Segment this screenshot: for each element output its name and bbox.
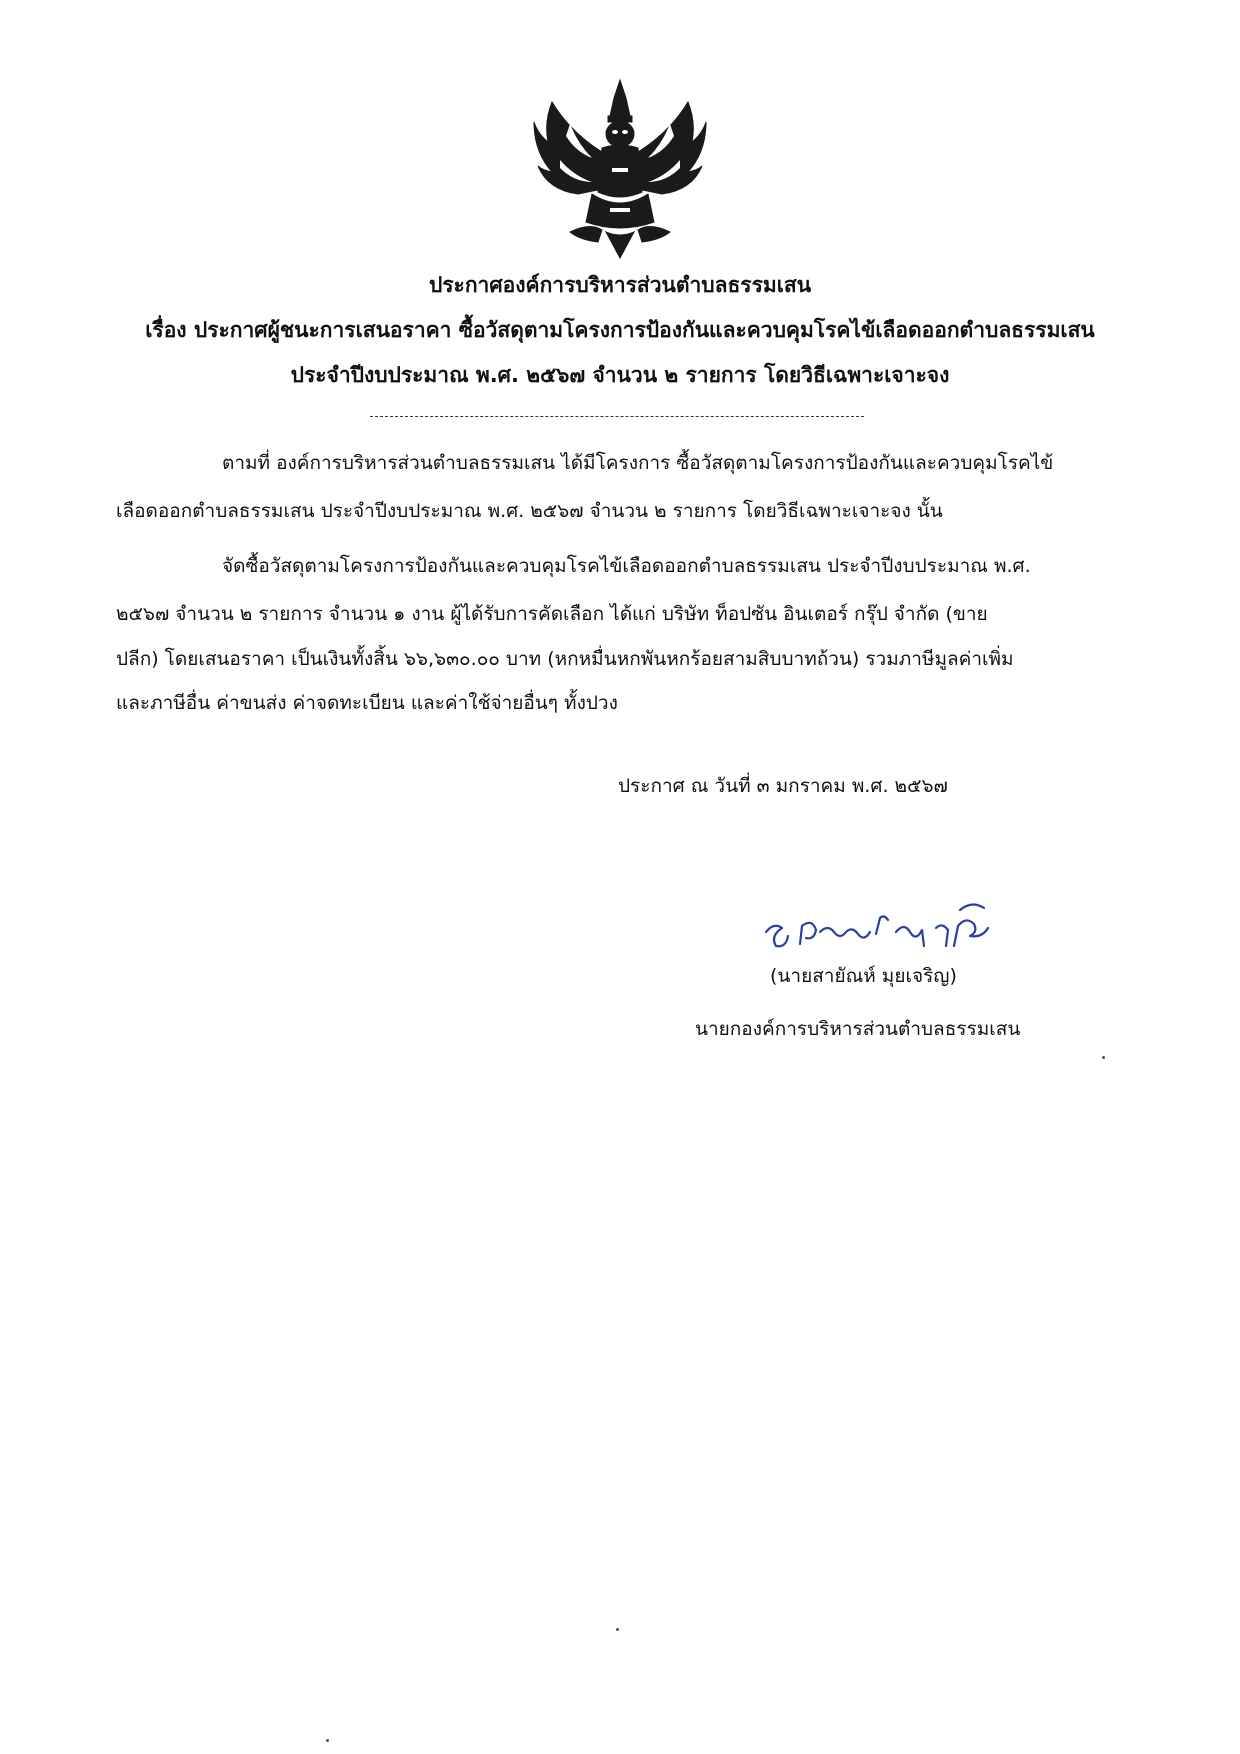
paragraph2-line4: และภาษีอื่น ค่าขนส่ง ค่าจดทะเบียน และค่าใช้จ่ายอื่นๆ ทั้งปวง	[116, 692, 618, 714]
announcement-subject-line2: ประจำปีงบประมาณ พ.ศ. ๒๕๖๗ จำนวน ๒ รายการ โดยวิธีเฉพาะเจาะจง	[290, 363, 950, 387]
announcement-subject: เรื่อง ประกาศผู้ชนะการเสนอราคา ซื้อวัสดุตามโครงการป้องกันและควบคุมโรคไข้เลือดออกตำบลธรรมเสน	[145, 318, 1095, 342]
paragraph1-line2: เลือดออกตำบลธรรมเสน ประจำปีงบประมาณ พ.ศ. ๒๕๖๗ จำนวน ๒ รายการ โดยวิธีเฉพาะเจาะจง นั้น	[116, 500, 943, 522]
announcement-date: ประกาศ ณ วันที่ ๓ มกราคม พ.ศ. ๒๕๖๗	[618, 775, 948, 797]
announcement-title: ประกาศองค์การบริหารส่วนตำบลธรรมเสน	[428, 273, 812, 297]
scan-speck	[326, 1739, 329, 1742]
signer-position: นายกองค์การบริหารส่วนตำบลธรรมเสน	[695, 1018, 1021, 1040]
paragraph2-line3: ปลีก) โดยเสนอราคา เป็นเงินทั้งสิ้น ๖๖,๖๓๐.๐๐ บาท (หกหมื่นหกพันหกร้อยสามสิบบาทถ้วน) รวมภาษีมูลค่าเพิ่ม	[116, 648, 1014, 670]
garuda-emblem-icon	[530, 72, 710, 262]
scan-speck	[616, 1628, 619, 1631]
signer-name: (นายสายัณห์ มุยเจริญ)	[770, 965, 957, 987]
header-divider	[370, 416, 864, 417]
handwritten-signature	[756, 888, 1006, 958]
paragraph2-line1: จัดซื้อวัสดุตามโครงการป้องกันและควบคุมโรคไข้เลือดออกตำบลธรรมเสน ประจำปีงบประมาณ พ.ศ.	[222, 555, 1031, 577]
paragraph2-line2: ๒๕๖๗ จำนวน ๒ รายการ จำนวน ๑ งาน ผู้ได้รับการคัดเลือก ได้แก่ บริษัท ท็อปซัน อินเตอร์ กรุ๊ป จำกัด (ขาย	[116, 603, 988, 625]
scan-speck	[1102, 1056, 1105, 1059]
paragraph1-line1: ตามที่ องค์การบริหารส่วนตำบลธรรมเสน ได้มีโครงการ ซื้อวัสดุตามโครงการป้องกันและควบคุมโรคไข้	[222, 452, 1054, 474]
